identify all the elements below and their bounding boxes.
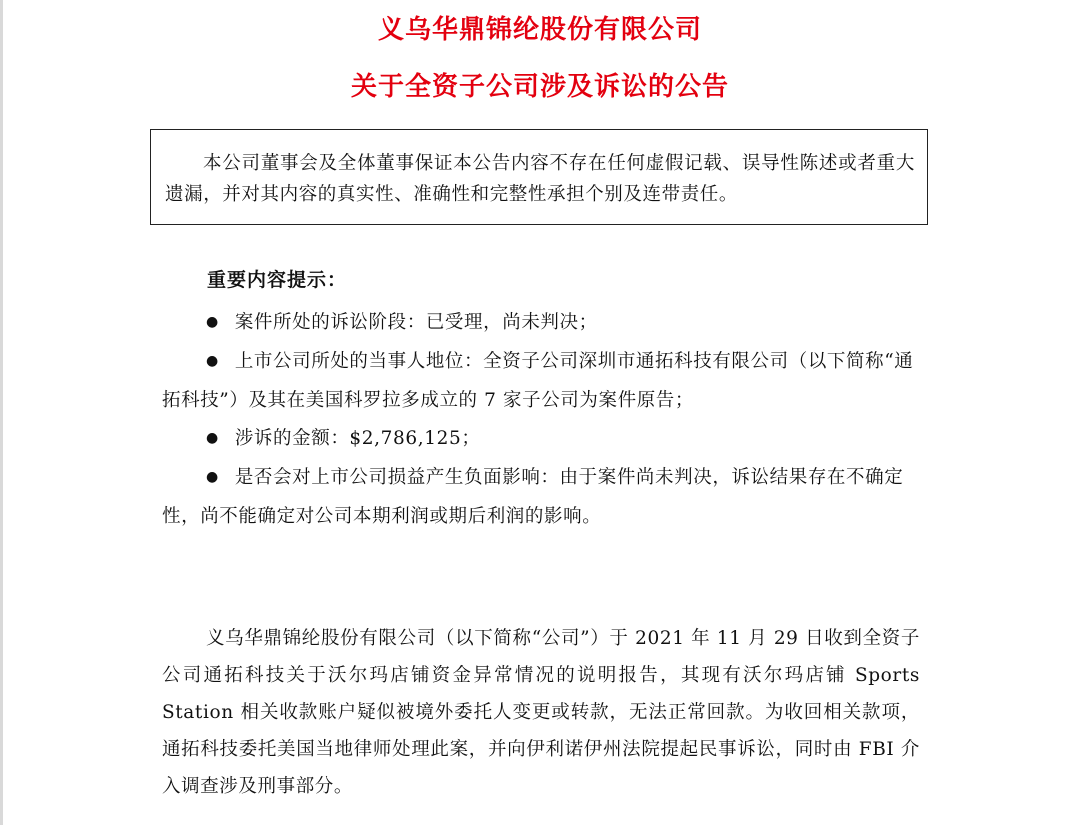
highlight-item-party-status <box>162 343 922 420</box>
highlight-item-amount <box>162 420 922 459</box>
bullet-icon: ● <box>206 469 219 485</box>
highlight-text: 是否会对上市公司损益产生负面影响：由于案件尚未判决，诉讼结果存在不确定性，尚不能确定对公司本期利润或期后利润的影响。 <box>162 467 904 527</box>
highlight-text: 上市公司所处的当事人地位：全资子公司深圳市通拓科技有限公司（以下简称“通拓科技”）及其在美国科罗拉多成立的 7 家子公司为案件原告； <box>162 351 914 411</box>
bullet-icon: ● <box>206 314 219 330</box>
highlight-text: 涉诉的金额：$2,786,125； <box>234 428 481 449</box>
bullet-icon: ● <box>206 353 219 369</box>
announcement-title: 关于全资子公司涉及诉讼的公告 <box>350 72 729 102</box>
body-paragraph: 义乌华鼎锦纶股份有限公司（以下简称“公司”）于 2021 年 11 月 29 日收到全资子公司通拓科技关于沃尔玛店铺资金异常情况的说明报告，其现有沃尔玛店铺 Sports Station 相关收款账户疑似被境外委托人变更或转款，无法正常回款。为收回相关款项，通拓科技委托美国当地律师处理此案，并向伊利诺伊州法院提起民事诉讼，同时由 FBI 介入调查涉及刑事部分。 <box>162 628 920 797</box>
disclaimer-box <box>150 129 928 225</box>
highlight-text: 案件所处的诉讼阶段：已受理，尚未判决； <box>234 312 598 333</box>
bullet-icon: ● <box>206 430 219 446</box>
highlights-heading: 重要内容提示： <box>207 269 348 291</box>
company-name-title: 义乌华鼎锦纶股份有限公司 <box>377 15 702 45</box>
highlight-item-litigation-stage <box>162 304 922 343</box>
disclaimer-text: 本公司董事会及全体董事保证本公告内容不存在任何虚假记载、误导性陈述或者重大遗漏，并对其内容的真实性、准确性和完整性承担个别及连带责任。 <box>165 153 915 205</box>
highlight-item-impact <box>162 459 922 536</box>
highlights-list <box>162 304 922 536</box>
